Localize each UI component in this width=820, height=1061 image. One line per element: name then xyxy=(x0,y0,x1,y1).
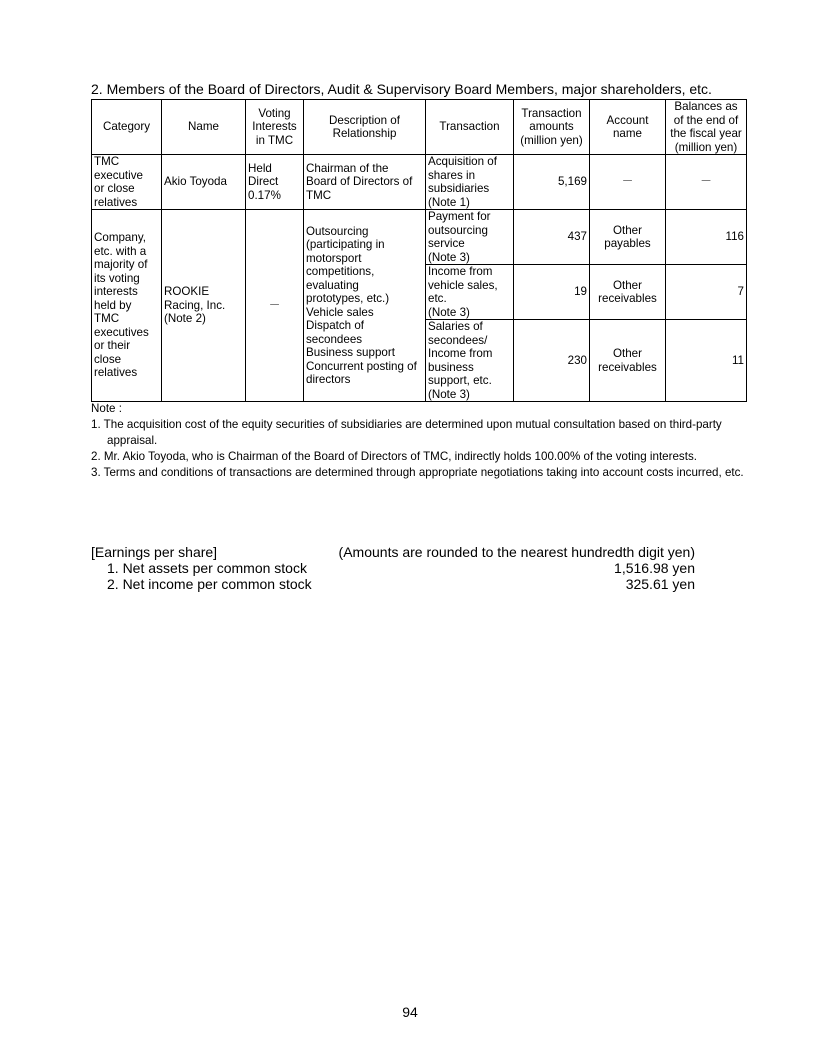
header-category: Category xyxy=(92,100,162,155)
category-cell: TMC executive or close relatives xyxy=(92,155,162,210)
page-number: 94 xyxy=(402,1004,418,1020)
earnings-per-share-section xyxy=(91,544,695,592)
header-balances: Balances as of the end of the fiscal year (million yen) xyxy=(666,100,747,155)
balance-cell: 7 xyxy=(666,265,747,320)
notes-section xyxy=(91,401,751,481)
account-cell: － xyxy=(590,155,666,210)
balance-cell: － xyxy=(666,155,747,210)
transaction-cell: Income from vehicle sales, etc. (Note 3) xyxy=(426,265,514,320)
transaction-cell: Acquisition of shares in subsidiaries (Note 1) xyxy=(426,155,514,210)
transaction-cell: Salaries of secondees/ Income from business support, etc. (Note 3) xyxy=(426,320,514,402)
notes-label: Note : xyxy=(91,402,122,415)
table-row xyxy=(92,155,747,210)
note-item: 1. The acquisition cost of the equity securities of subsidiaries are determined upon mutual consultation based on third-party appraisal. xyxy=(91,418,722,447)
note-item: 3. Terms and conditions of transactions are determined through appropriate negotiations taking into account costs incurred, etc. xyxy=(91,466,744,479)
account-cell: Other receivables xyxy=(590,265,666,320)
relationship-cell: Chairman of the Board of Directors of TMC xyxy=(304,155,426,210)
voting-cell: － xyxy=(246,210,304,402)
balance-cell: 11 xyxy=(666,320,747,402)
amount-cell: 437 xyxy=(514,210,590,265)
list-item xyxy=(91,560,695,576)
list-item xyxy=(91,576,695,592)
eps-net-assets-label: 1. Net assets per common stock xyxy=(107,560,307,576)
transaction-cell: Payment for outsourcing service (Note 3) xyxy=(426,210,514,265)
header-name: Name xyxy=(162,100,246,155)
eps-net-assets-value: 1,516.98 yen xyxy=(614,560,695,576)
balance-cell: 116 xyxy=(666,210,747,265)
amount-cell: 19 xyxy=(514,265,590,320)
table-header-row xyxy=(92,100,747,155)
voting-cell: Held Direct 0.17% xyxy=(246,155,304,210)
table-row xyxy=(92,210,747,265)
header-voting-interests: Voting Interests in TMC xyxy=(246,100,304,155)
account-cell: Other payables xyxy=(590,210,666,265)
eps-net-income-value: 325.61 yen xyxy=(625,576,695,592)
header-transaction: Transaction xyxy=(426,100,514,155)
amount-cell: 5,169 xyxy=(514,155,590,210)
account-cell: Other receivables xyxy=(590,320,666,402)
header-relationship: Description of Relationship xyxy=(304,100,426,155)
related-party-table xyxy=(91,99,747,402)
eps-net-income-label: 2. Net income per common stock xyxy=(107,576,312,592)
name-cell: ROOKIE Racing, Inc. (Note 2) xyxy=(162,210,246,402)
section-heading: 2. Members of the Board of Directors, Audit & Supervisory Board Members, major shareholders, etc. xyxy=(91,81,712,97)
header-amounts: Transaction amounts (million yen) xyxy=(514,100,590,155)
name-cell: Akio Toyoda xyxy=(162,155,246,210)
note-item: 2. Mr. Akio Toyoda, who is Chairman of the Board of Directors of TMC, indirectly holds 100.00% of the voting interests. xyxy=(91,450,697,463)
category-cell: Company, etc. with a majority of its voting interests held by TMC executives or their close relatives xyxy=(92,210,162,402)
eps-title: [Earnings per share] xyxy=(91,544,218,560)
eps-rounding-note: (Amounts are rounded to the nearest hundredth digit yen) xyxy=(338,544,695,560)
relationship-cell: Outsourcing (participating in motorsport competitions, evaluating prototypes, etc.) Vehicle sales Dispatch of secondees Business support Concurrent posting of directors xyxy=(304,210,426,402)
header-account-name: Account name xyxy=(590,100,666,155)
amount-cell: 230 xyxy=(514,320,590,402)
